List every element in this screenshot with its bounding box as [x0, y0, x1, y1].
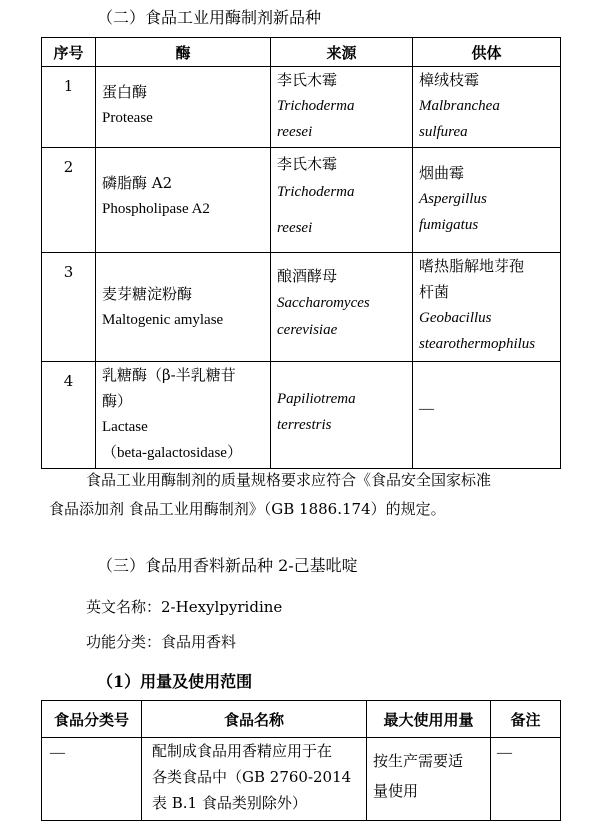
col-header-category-code: 食品分类号 — [42, 701, 142, 738]
enzyme-cell — [96, 253, 271, 362]
max-usage-text: 按生产需要适 — [373, 752, 464, 770]
enzyme-cell — [96, 148, 271, 253]
remark-cell — [491, 738, 561, 821]
source-latin: terrestris — [277, 417, 332, 433]
usage-table-header — [42, 701, 561, 738]
source-latin: Saccharomyces — [277, 295, 370, 311]
col-header-no: 序号 — [42, 38, 96, 67]
table-row — [42, 148, 561, 253]
donor-cell — [413, 67, 561, 148]
source-cn: 李氏木霉 — [277, 71, 338, 89]
col-header-donor: 供体 — [413, 38, 561, 67]
donor-latin: stearothermophilus — [419, 336, 536, 352]
max-usage-cell — [367, 738, 491, 821]
donor-cn: 杆菌 — [419, 283, 450, 301]
function-category: 功能分类：食品用香料 — [86, 633, 237, 651]
donor-cn: 烟曲霉 — [419, 164, 465, 182]
donor-cn: 樟绒枝霉 — [419, 71, 480, 89]
section2-title: （二）食品工业用酶制剂新品种 — [97, 8, 322, 27]
table-row — [42, 67, 561, 148]
source-latin: reesei — [277, 124, 313, 140]
category-code-cell — [42, 738, 142, 821]
donor-latin: sulfurea — [419, 124, 468, 140]
section3-title: （三）食品用香料新品种 2-己基吡啶 — [97, 556, 358, 575]
source-latin: Trichoderma — [277, 184, 355, 200]
enzyme-cell — [96, 362, 271, 469]
donor-latin: Aspergillus — [419, 191, 487, 207]
col-header-remark: 备注 — [491, 701, 561, 738]
enzyme-en: Phospholipase A2 — [102, 201, 210, 217]
food-name-cell — [142, 738, 367, 821]
source-latin: reesei — [277, 220, 313, 236]
food-name-text: 配制成食品用香精应用于在 — [152, 742, 333, 760]
source-cn: 李氏木霉 — [277, 155, 338, 173]
quality-note-line1: 食品工业用酶制剂的质量规格要求应符合《食品安全国家标准 — [86, 471, 492, 489]
col-header-enzyme: 酶 — [96, 38, 271, 67]
table-row — [42, 738, 561, 821]
source-cn: 酿酒酵母 — [277, 267, 338, 285]
source-cell — [271, 148, 413, 253]
row-number: 4 — [42, 362, 96, 469]
donor-cell — [413, 253, 561, 362]
food-name-text: 各类食品中（GB 2760-2014 — [152, 768, 352, 786]
donor-dash: — — [419, 401, 434, 417]
enzyme-cn: 蛋白酶 — [102, 83, 148, 101]
enzyme-cn: 乳糖酶（β-半乳糖苷 — [102, 366, 236, 384]
row-number: 3 — [42, 253, 96, 362]
donor-cell — [413, 362, 561, 469]
enzyme-en: Maltogenic amylase — [102, 312, 224, 328]
source-latin: cerevisiae — [277, 322, 338, 338]
enzyme-cell — [96, 67, 271, 148]
english-name: 英文名称：2-Hexylpyridine — [86, 598, 283, 616]
enzyme-cn: 麦芽糖淀粉酶 — [102, 285, 193, 303]
enzyme-en: Protease — [102, 110, 153, 126]
col-header-source: 来源 — [271, 38, 413, 67]
source-latin: Trichoderma — [277, 98, 355, 114]
row-number: 2 — [42, 148, 96, 253]
donor-latin: fumigatus — [419, 217, 479, 233]
table-row — [42, 253, 561, 362]
enzyme-table-header — [42, 38, 561, 67]
usage-subtitle: （1）用量及使用范围 — [97, 672, 253, 691]
food-name-text: 表 B.1 食品类别除外） — [152, 794, 307, 812]
enzyme-en: Lactase — [102, 419, 148, 435]
enzyme-cn: 磷脂酶 A2 — [102, 174, 173, 192]
donor-latin: Geobacillus — [419, 310, 492, 326]
donor-cn: 嗜热脂解地芽孢 — [419, 257, 525, 275]
category-code: — — [50, 745, 65, 761]
col-header-max-usage: 最大使用用量 — [367, 701, 491, 738]
donor-latin: Malbranchea — [419, 98, 500, 114]
enzyme-en: （beta-galactosidase） — [102, 445, 242, 461]
source-cell — [271, 67, 413, 148]
table-row — [42, 362, 561, 469]
source-cell — [271, 253, 413, 362]
enzyme-cn: 酶） — [102, 392, 133, 410]
source-cell — [271, 362, 413, 469]
usage-table — [41, 700, 561, 821]
enzyme-table — [41, 37, 561, 469]
source-latin: Papiliotrema — [277, 391, 356, 407]
col-header-food-name: 食品名称 — [142, 701, 367, 738]
quality-note-line2: 食品添加剂 食品工业用酶制剂》（GB 1886.174）的规定。 — [49, 500, 446, 518]
remark: — — [497, 745, 512, 761]
donor-cell — [413, 148, 561, 253]
max-usage-text: 量使用 — [373, 782, 419, 800]
row-number: 1 — [42, 67, 96, 148]
